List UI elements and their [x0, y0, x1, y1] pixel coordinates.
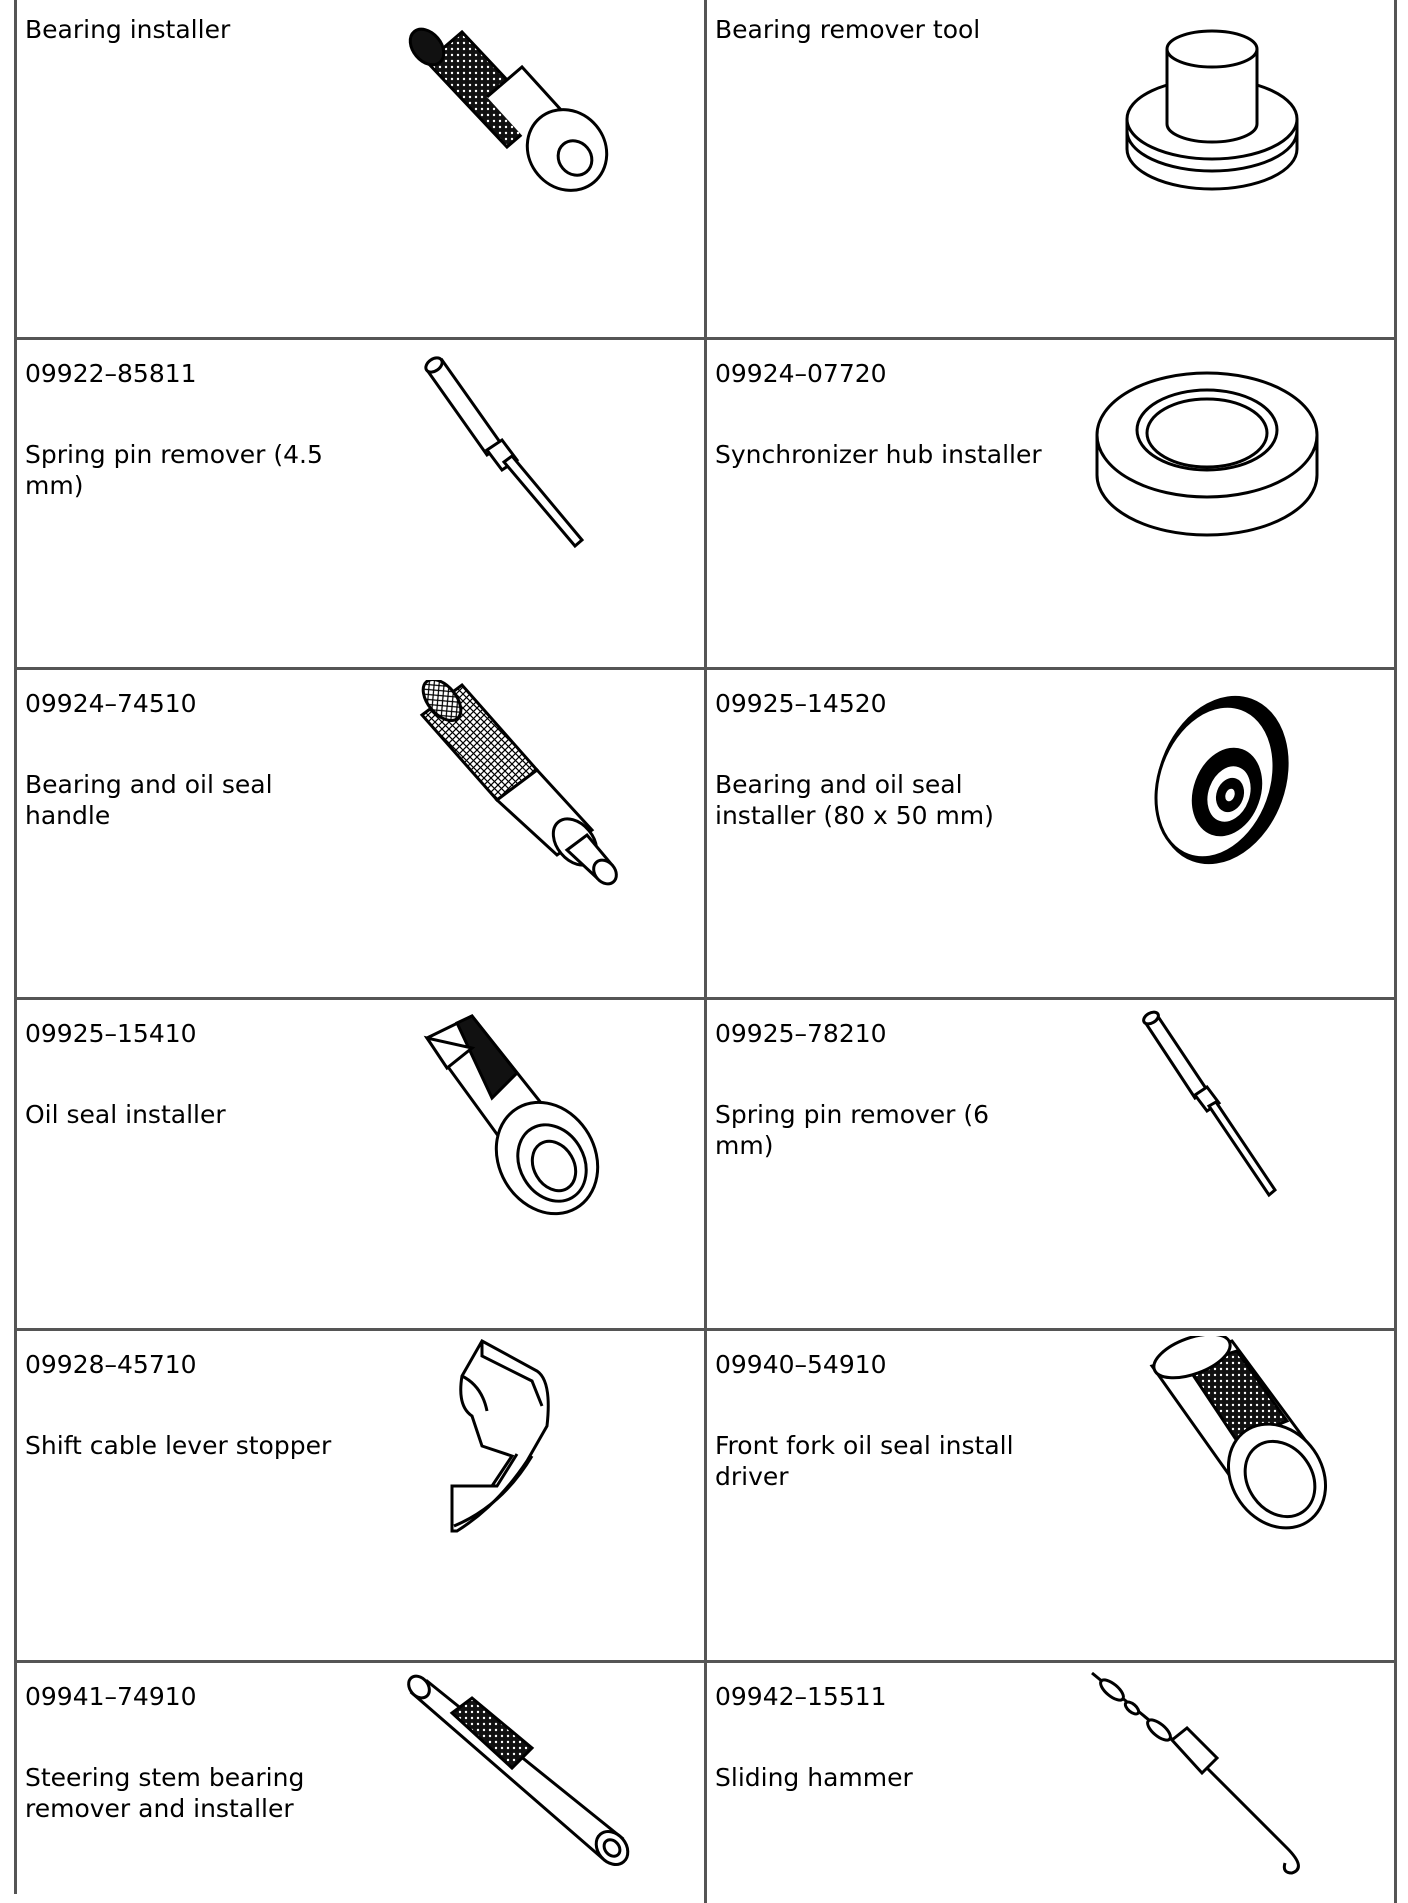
lever-stopper-icon [442, 1336, 592, 1551]
tool-name: Oil seal installer [25, 1100, 226, 1129]
tool-cell [707, 1000, 1397, 1331]
tool-cell [17, 670, 707, 1000]
sliding-hammer-icon [1087, 1668, 1347, 1883]
tool-cell [707, 1663, 1397, 1903]
synchronizer-hub-installer-icon [1092, 355, 1322, 555]
tool-cell [707, 340, 1397, 670]
tool-text [715, 358, 1045, 470]
tool-text [25, 358, 355, 501]
part-number: 09940–54910 [715, 1350, 887, 1379]
part-number: 09924–07720 [715, 359, 887, 388]
fork-seal-driver-icon [1122, 1336, 1332, 1536]
tool-name: Sliding hammer [715, 1763, 913, 1792]
tool-text [25, 14, 355, 45]
special-tools-table [14, 0, 1394, 1894]
tool-cell [17, 1663, 707, 1903]
tool-name: Bearing and oil seal handle [25, 770, 273, 830]
tool-name: Shift cable lever stopper [25, 1431, 332, 1460]
oil-seal-installer-icon [417, 1008, 637, 1218]
tool-name: Spring pin remover (4.5 mm) [25, 440, 323, 500]
oil-seal-installer-disc-icon [1137, 690, 1297, 880]
oil-seal-handle-icon [407, 680, 647, 890]
tool-text [25, 1349, 355, 1461]
tool-cell [707, 1331, 1397, 1663]
bearing-remover-icon [1112, 19, 1312, 219]
part-number: 09922–85811 [25, 359, 197, 388]
tool-name: Bearing and oil seal installer (80 x 50 mm) [715, 770, 994, 830]
tool-cell [17, 340, 707, 670]
tool-text [25, 1018, 355, 1130]
part-number: 09925–14520 [715, 689, 887, 718]
tool-text [715, 1018, 1045, 1161]
tool-text [715, 688, 1045, 831]
part-number: 09924–74510 [25, 689, 197, 718]
tool-name: Bearing installer [25, 15, 231, 44]
tool-text [25, 688, 355, 831]
tool-name: Synchronizer hub installer [715, 440, 1042, 469]
steering-stem-tool-icon [397, 1673, 657, 1873]
tool-name: Front fork oil seal install driver [715, 1431, 1014, 1491]
tool-cell [707, 670, 1397, 1000]
tool-text [715, 1349, 1045, 1492]
tool-name: Spring pin remover (6 mm) [715, 1100, 990, 1160]
tool-cell [707, 0, 1397, 340]
tool-name: Steering stem bearing remover and installer [25, 1763, 305, 1823]
spring-pin-remover-icon [407, 350, 647, 550]
tool-cell [17, 1000, 707, 1331]
part-number: 09925–15410 [25, 1019, 197, 1048]
tool-cell [17, 0, 707, 340]
tool-text [715, 14, 1045, 45]
part-number: 09941–74910 [25, 1682, 197, 1711]
part-number: 09942–15511 [715, 1682, 887, 1711]
tool-text [715, 1681, 1045, 1793]
part-number: 09925–78210 [715, 1019, 887, 1048]
tool-text [25, 1681, 355, 1824]
part-number: 09928–45710 [25, 1350, 197, 1379]
tool-cell [17, 1331, 707, 1663]
spring-pin-remover-icon [1137, 1010, 1317, 1210]
tool-name: Bearing remover tool [715, 15, 981, 44]
bearing-installer-icon [407, 22, 647, 212]
